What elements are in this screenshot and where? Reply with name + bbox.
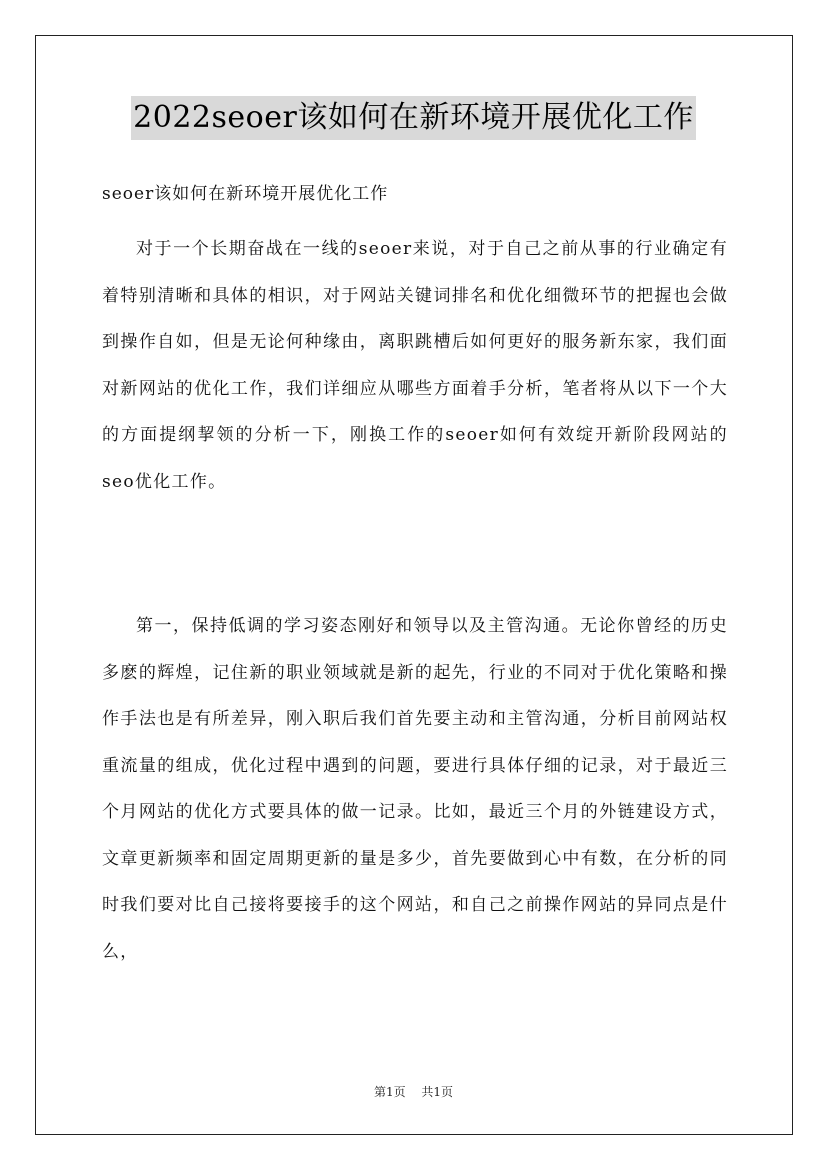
document-title: 2022seoer该如何在新环境开展优化工作 <box>131 96 696 140</box>
page-number: 第1页 <box>373 1085 406 1099</box>
page-total: 共1页 <box>421 1085 454 1099</box>
title-container <box>0 96 827 140</box>
document-subtitle: seoer该如何在新环境开展优化工作 <box>102 184 389 204</box>
page-footer <box>0 1083 827 1100</box>
paragraph-intro: 对于一个长期奋战在一线的seoer来说，对于自己之前从事的行业确定有着特别清晰和具体的相识，对于网站关键词排名和优化细微环节的把握也会做到操作自如，但是无论何种缘由，离职跳槽后如何更好的服务新东家，我们面对新网站的优化工作，我们详细应从哪些方面着手分析，笔者将从以下一个大的方面提纲挈领的分析一下，刚换工作的seoer如何有效绽开新阶段网站的seo优化工作。 <box>102 239 728 492</box>
paragraph-first-point: 第一，保持低调的学习姿态刚好和领导以及主管沟通。无论你曾经的历史多麽的辉煌，记住新的职业领域就是新的起先，行业的不同对于优化策略和操作手法也是有所差异，刚入职后我们首先要主动和主管沟通，分析目前网站权重流量的组成，优化过程中遇到的问题，要进行具体仔细的记录，对于最近三个月网站的优化方式要具体的做一记录。比如，最近三个月的外链建设方式，文章更新频率和固定周期更新的量是多少，首先要做到心中有数，在分析的同时我们要对比自己接将要接手的这个网站，和自己之前操作网站的异同点是什么， <box>102 616 728 962</box>
